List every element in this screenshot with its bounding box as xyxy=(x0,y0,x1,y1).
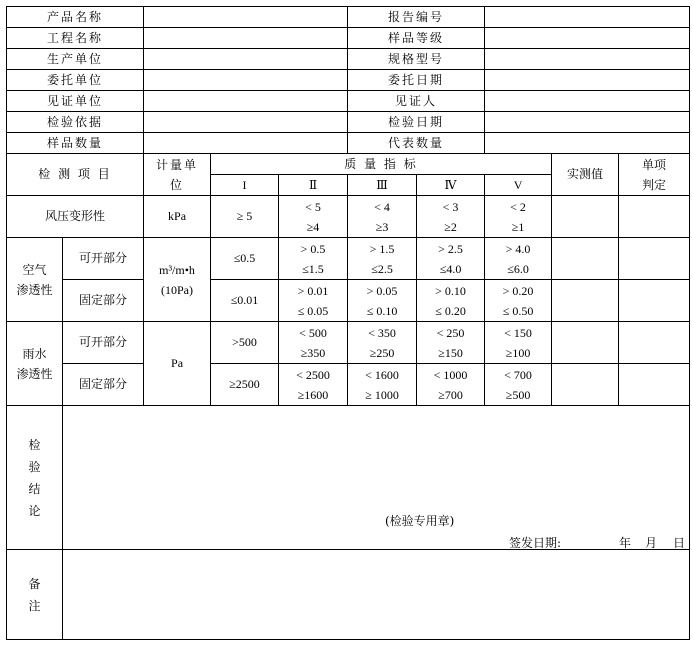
label-representative-quantity: 代表数量 xyxy=(348,133,485,154)
field-sample-grade[interactable] xyxy=(485,28,690,49)
unit-wind: kPa xyxy=(144,196,211,238)
value-cell: > 2.5 ≤4.0 xyxy=(417,238,485,280)
header-row xyxy=(7,133,690,154)
field-manufacturer[interactable] xyxy=(144,49,348,70)
col-head-unit xyxy=(144,154,211,196)
value-cell: < 4 ≥3 xyxy=(348,196,417,238)
issue-date-label: 签发日期: xyxy=(509,535,562,550)
value-cell: ≤0.01 xyxy=(211,280,279,322)
measured-cell[interactable] xyxy=(552,238,619,280)
value-cell: > 0.01 ≤ 0.05 xyxy=(279,280,348,322)
unit-head-line1: 计量单 xyxy=(156,157,199,172)
value-cell: < 1600 ≥ 1000 xyxy=(348,364,417,406)
value-cell: < 2 ≥1 xyxy=(485,196,552,238)
value-cell: > 0.20 ≤ 0.50 xyxy=(485,280,552,322)
value-cell: < 700 ≥500 xyxy=(485,364,552,406)
grade-head: Ⅲ xyxy=(348,175,417,196)
item-wind: 风压变形性 xyxy=(7,196,144,238)
label-sample-quantity: 样品数量 xyxy=(7,133,144,154)
label-spec-model: 规格型号 xyxy=(348,49,485,70)
remarks-area[interactable] xyxy=(63,550,690,640)
remarks-row xyxy=(7,550,690,640)
issue-month-label: 月 xyxy=(645,535,658,550)
value-cell: ≥ 5 xyxy=(211,196,279,238)
measured-cell[interactable] xyxy=(552,322,619,364)
sub-item-air-fixed: 固定部分 xyxy=(63,280,144,322)
field-commission-date[interactable] xyxy=(485,70,690,91)
inspection-seal-text: (检验专用章) xyxy=(385,513,455,528)
value-cell: < 150 ≥100 xyxy=(485,322,552,364)
issue-year-label: 年 xyxy=(619,535,632,550)
sub-item-air-open: 可开部分 xyxy=(63,238,144,280)
grade-head: Ⅳ xyxy=(417,175,485,196)
value-cell: < 2500 ≥1600 xyxy=(279,364,348,406)
field-witness-unit[interactable] xyxy=(144,91,348,112)
field-report-number[interactable] xyxy=(485,7,690,28)
issue-day-label: 日 xyxy=(673,535,686,550)
label-manufacturer: 生产单位 xyxy=(7,49,144,70)
measured-cell[interactable] xyxy=(552,280,619,322)
field-sample-quantity[interactable] xyxy=(144,133,348,154)
field-project-name[interactable] xyxy=(144,28,348,49)
remarks-label: 备 注 xyxy=(7,550,63,640)
label-product-name: 产品名称 xyxy=(7,7,144,28)
sub-item-rain-fixed: 固定部分 xyxy=(63,364,144,406)
col-head-quality: 质 量 指 标 xyxy=(211,154,552,175)
judge-head-line1: 单项 xyxy=(642,157,667,172)
field-representative-quantity[interactable] xyxy=(485,133,690,154)
field-spec-model[interactable] xyxy=(485,49,690,70)
label-witness: 见证人 xyxy=(348,91,485,112)
value-cell: < 250 ≥150 xyxy=(417,322,485,364)
header-row xyxy=(7,7,690,28)
unit-rain: Pa xyxy=(144,322,211,406)
header-row xyxy=(7,49,690,70)
label-commission-date: 委托日期 xyxy=(348,70,485,91)
judge-cell[interactable] xyxy=(619,196,690,238)
value-cell: > 4.0 ≤6.0 xyxy=(485,238,552,280)
col-head-item: 检 测 项 目 xyxy=(7,154,144,196)
value-cell: < 350 ≥250 xyxy=(348,322,417,364)
measured-cell[interactable] xyxy=(552,196,619,238)
item-air: 空气 渗透性 xyxy=(7,238,63,322)
judge-head-line2: 判定 xyxy=(642,177,667,192)
field-product-name[interactable] xyxy=(144,7,348,28)
value-cell: > 0.10 ≤ 0.20 xyxy=(417,280,485,322)
conclusion-label: 检 验 结 论 xyxy=(7,406,63,550)
value-cell: < 3 ≥2 xyxy=(417,196,485,238)
sub-item-rain-open: 可开部分 xyxy=(63,322,144,364)
value-cell: ≥2500 xyxy=(211,364,279,406)
table-row xyxy=(7,196,690,238)
value-cell: ≤0.5 xyxy=(211,238,279,280)
judge-cell[interactable] xyxy=(619,280,690,322)
header-row xyxy=(7,91,690,112)
value-cell: < 500 ≥350 xyxy=(279,322,348,364)
label-sample-grade: 样品等级 xyxy=(348,28,485,49)
header-row xyxy=(7,112,690,133)
field-inspection-basis[interactable] xyxy=(144,112,348,133)
value-cell: >500 xyxy=(211,322,279,364)
table-head-row xyxy=(7,154,690,175)
header-row xyxy=(7,70,690,91)
table-row xyxy=(7,364,690,406)
conclusion-area[interactable] xyxy=(63,406,690,550)
value-cell: > 0.05 ≤ 0.10 xyxy=(348,280,417,322)
table-row xyxy=(7,322,690,364)
judge-cell[interactable] xyxy=(619,322,690,364)
conclusion-row xyxy=(7,406,690,550)
label-client: 委托单位 xyxy=(7,70,144,91)
field-inspection-date[interactable] xyxy=(485,112,690,133)
label-inspection-basis: 检验依据 xyxy=(7,112,144,133)
unit-air: m³/m•h (10Pa) xyxy=(144,238,211,322)
value-cell: < 1000 ≥700 xyxy=(417,364,485,406)
value-cell: > 1.5 ≤2.5 xyxy=(348,238,417,280)
inspection-report-form xyxy=(6,6,690,640)
col-head-judge xyxy=(619,154,690,196)
table-row xyxy=(7,280,690,322)
measured-cell[interactable] xyxy=(552,364,619,406)
table-row xyxy=(7,238,690,280)
judge-cell[interactable] xyxy=(619,364,690,406)
label-witness-unit: 见证单位 xyxy=(7,91,144,112)
label-inspection-date: 检验日期 xyxy=(348,112,485,133)
grade-head: I xyxy=(211,175,279,196)
label-report-number: 报告编号 xyxy=(348,7,485,28)
item-rain: 雨水 渗透性 xyxy=(7,322,63,406)
label-project-name: 工程名称 xyxy=(7,28,144,49)
grade-head: V xyxy=(485,175,552,196)
unit-head-line2: 位 xyxy=(170,177,185,192)
field-client[interactable] xyxy=(144,70,348,91)
field-witness[interactable] xyxy=(485,91,690,112)
grade-head: Ⅱ xyxy=(279,175,348,196)
value-cell: > 0.5 ≤1.5 xyxy=(279,238,348,280)
judge-cell[interactable] xyxy=(619,238,690,280)
header-row xyxy=(7,28,690,49)
col-head-measured: 实测值 xyxy=(552,154,619,196)
value-cell: < 5 ≥4 xyxy=(279,196,348,238)
